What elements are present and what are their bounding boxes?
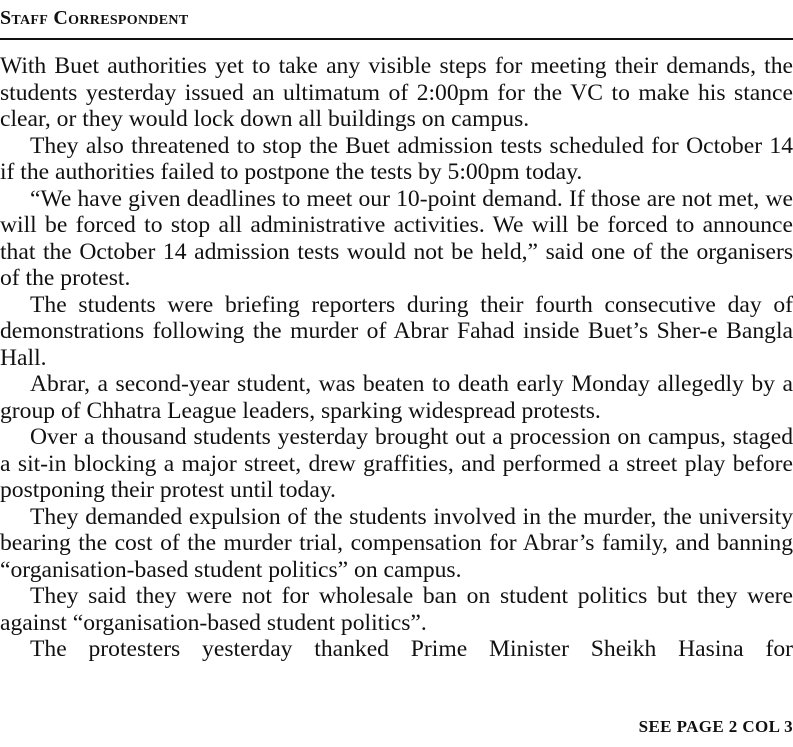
continuation-note: SEE PAGE 2 COL 3 [638, 717, 793, 736]
paragraph-4: The students were briefing reporters during their fourth consecutive day of demonstrations following the murder of Abrar Fahad inside Buet’s Sher-e Bangla Hall. [0, 291, 793, 371]
article-body [0, 53, 793, 663]
header-rule [0, 38, 793, 40]
paragraph-2: They also threatened to stop the Buet admission tests scheduled for October 14 if the authorities failed to postpone the tests by 5:00pm today. [0, 132, 793, 185]
paragraph-3: “We have given deadlines to meet our 10-point demand. If those are not met, we will be forced to stop all administrative activities. We will be forced to announce that the October 14 admission tests would not be held,” said one of the organisers of the protest. [0, 185, 793, 291]
paragraph-1: With Buet authorities yet to take any visible steps for meeting their demands, the students yesterday issued an ultimatum of 2:00pm for the VC to make his stance clear, or they would lock down all buildings on campus. [0, 53, 793, 132]
paragraph-9: The protesters yesterday thanked Prime Minister Sheikh Hasina for [30, 636, 793, 662]
paragraph-8: They said they were not for wholesale ban on student politics but they were against “organisation-based student politics”. [0, 583, 793, 636]
paragraph-6: Over a thousand students yesterday brought out a procession on campus, staged a sit-in blocking a major street, drew graffities, and performed a street play before postponing their protest until today. [0, 424, 793, 503]
paragraph-7: They demanded expulsion of the students involved in the murder, the university bearing the cost of the murder trial, compensation for Abrar’s family, and banning “organisation-based student politics” on campus. [0, 503, 793, 583]
byline: Staff Correspondent [0, 7, 189, 29]
paragraph-5: Abrar, a second-year student, was beaten to death early Monday allegedly by a group of Chhatra League leaders, sparking widespread protests. [0, 371, 793, 424]
